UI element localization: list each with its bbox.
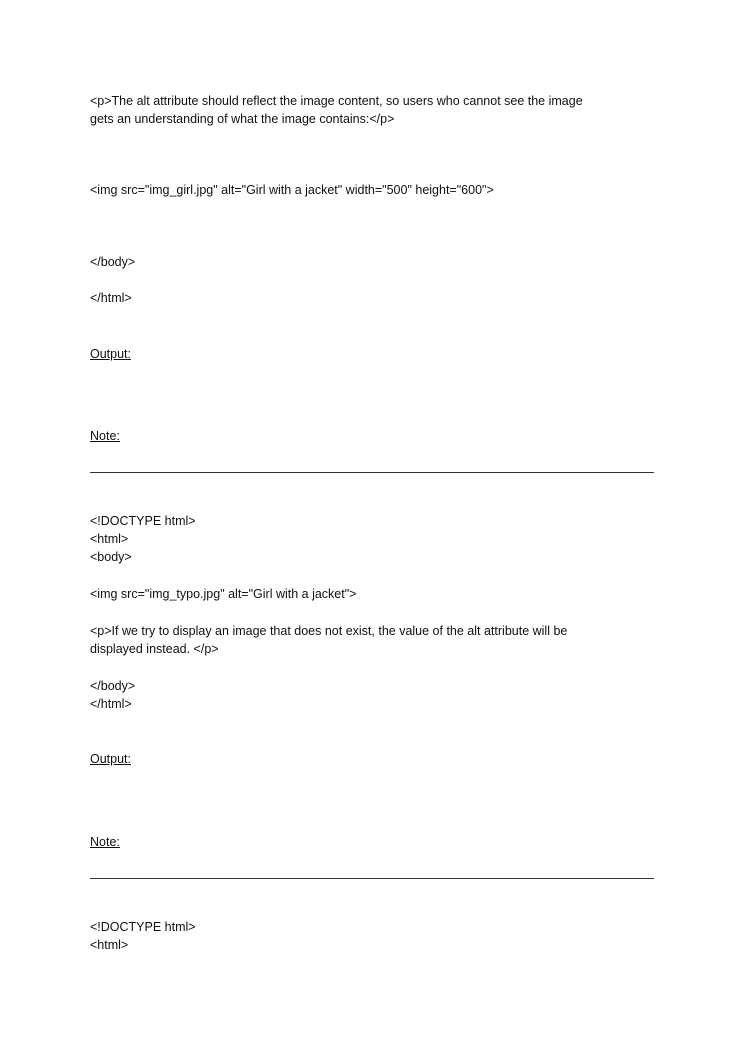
section-divider [90,472,654,473]
code-body-close: </body> [90,255,136,269]
code-img-tag: <img src="img_girl.jpg" alt="Girl with a jacket" width="500" height="600"> [90,183,494,197]
section-divider [90,878,654,879]
code-body-open: <body> [90,550,132,564]
code-doctype: <!DOCTYPE html> [90,920,196,934]
output-label: Output: [90,752,131,766]
code-body-close: </body> [90,679,136,693]
code-paragraph-line: gets an understanding of what the image contains:</p> [90,112,395,126]
code-html-close: </html> [90,697,132,711]
code-paragraph-line: <p>The alt attribute should reflect the image content, so users who cannot see the image [90,94,583,108]
note-label: Note: [90,835,120,849]
code-paragraph-line: <p>If we try to display an image that does not exist, the value of the alt attribute will be [90,624,568,638]
code-html-close: </html> [90,291,132,305]
code-img-tag: <img src="img_typo.jpg" alt="Girl with a jacket"> [90,587,357,601]
code-html-open: <html> [90,938,129,952]
output-label: Output: [90,347,131,361]
code-doctype: <!DOCTYPE html> [90,514,196,528]
code-paragraph-line: displayed instead. </p> [90,642,219,656]
code-html-open: <html> [90,532,129,546]
note-label: Note: [90,429,120,443]
